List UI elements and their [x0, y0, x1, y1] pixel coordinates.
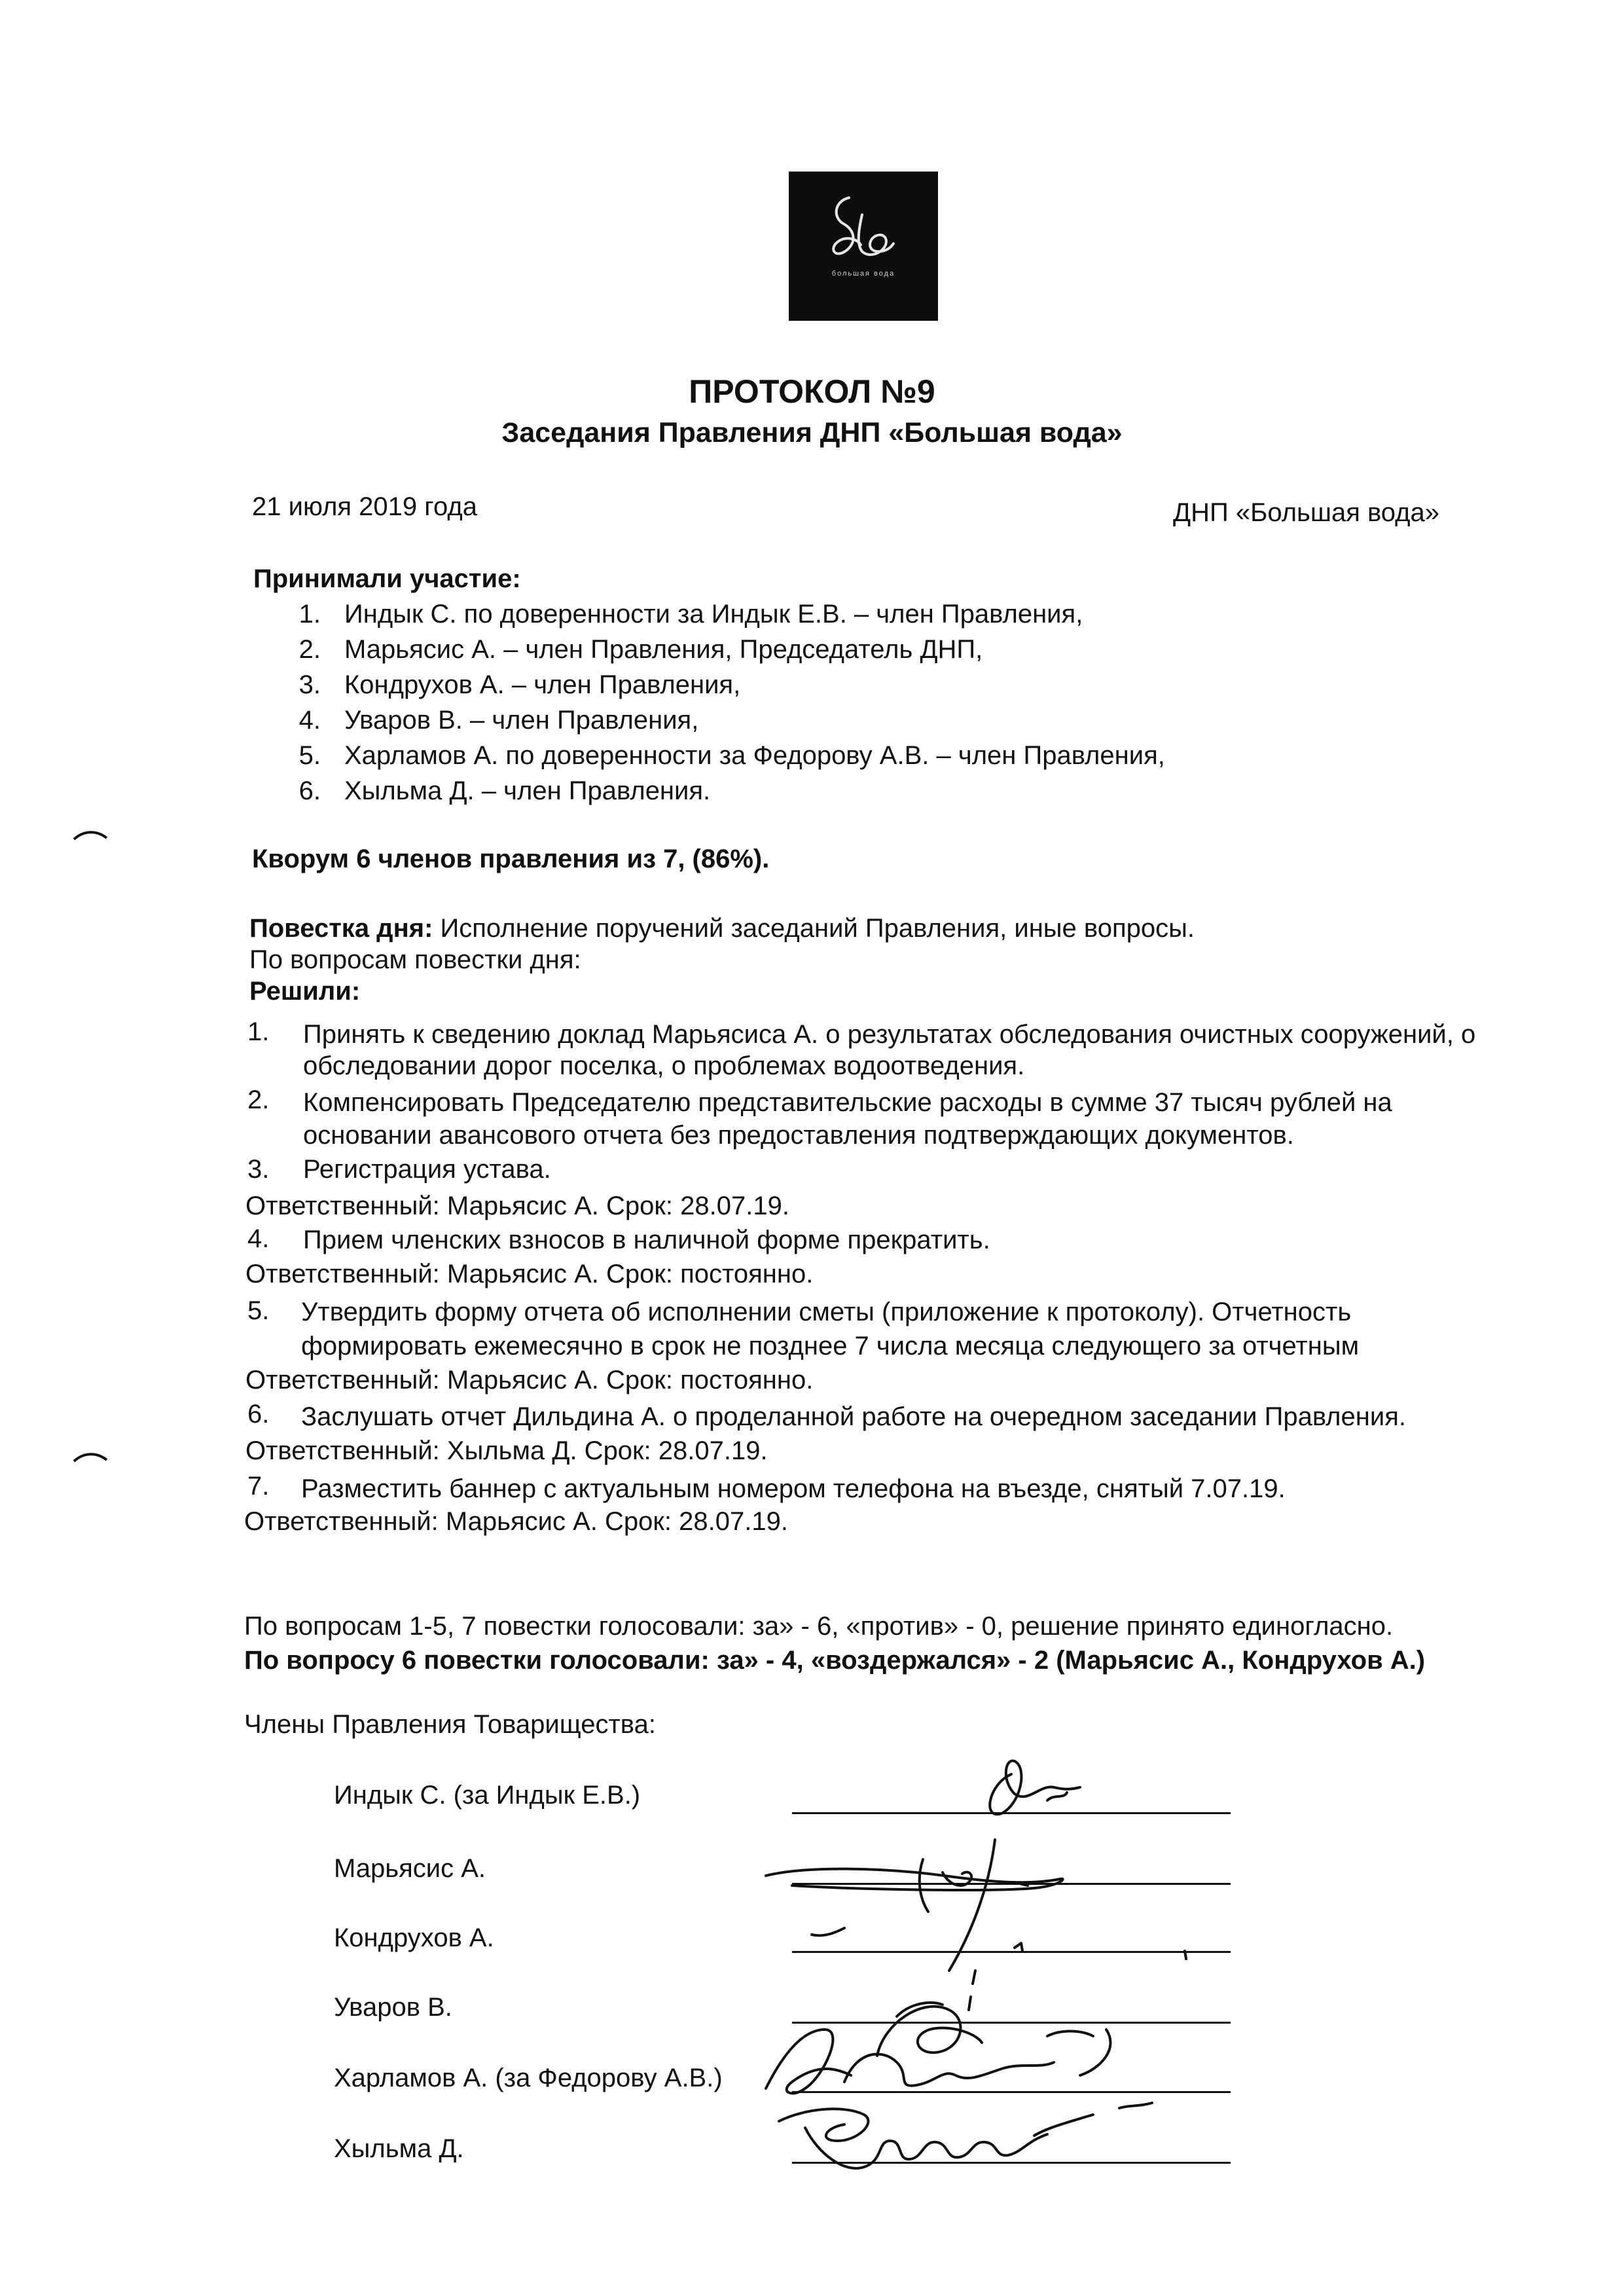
meeting-place: ДНП «Большая вода» — [1173, 498, 1439, 527]
agenda-intro: По вопросам повестки дня: — [249, 945, 581, 974]
decision-responsible: Ответственный: Марьясис А. Срок: постоянно. — [245, 1366, 814, 1394]
signatory-name: Марьясис А. — [334, 1854, 486, 1883]
decision-text: Разместить баннер с актуальным номером телефона на въезде, снятый 7.07.19. — [301, 1474, 1286, 1503]
participant-number: 6. — [298, 776, 321, 805]
decision-responsible: Ответственный: Хыльма Д. Срок: 28.07.19. — [245, 1436, 768, 1465]
decision-text: обследовании дорог поселка, о проблемах водоотведения. — [303, 1051, 1025, 1080]
agenda-text: Исполнение поручений заседаний Правления, иные вопросы. — [440, 914, 1195, 943]
participant-text: Кондрухов А. – член Правления, — [344, 670, 741, 699]
signatory-name: Индык С. (за Индык Е.В.) — [334, 1781, 641, 1810]
decision-responsible: Ответственный: Марьясис А. Срок: 28.07.19. — [244, 1507, 788, 1536]
decision-text: формировать ежемесячно в срок не позднее 7 числа месяца следующего за отчетным — [301, 1332, 1360, 1360]
participant-text: Хыльма Д. – член Правления. — [344, 776, 711, 805]
participant-number: 3. — [298, 670, 321, 699]
participant-text: Марьясис А. – член Правления, Председатель ДНП, — [344, 635, 983, 664]
decision-text: Утвердить форму отчета об исполнении сметы (приложение к протоколу). Отчетность — [301, 1298, 1352, 1326]
participant-number: 1. — [298, 600, 321, 629]
participant-text: Индык С. по доверенности за Индык Е.В. – член Правления, — [344, 600, 1083, 629]
decision-text: Прием членских взносов в наличной форме прекратить. — [303, 1226, 990, 1254]
participant-number: 2. — [298, 635, 321, 664]
decision-number: 2. — [247, 1085, 270, 1114]
voting-result-question-6: По вопросу 6 повестки голосовали: за» - 4, «воздержался» - 2 (Марьясис А., Кондрухов А.) — [244, 1646, 1426, 1675]
logo-caption: большая вода — [831, 270, 895, 278]
decision-number: 6. — [247, 1400, 270, 1429]
document-subtitle: Заседания Правления ДНП «Большая вода» — [501, 417, 1123, 448]
voting-result-unanimous: По вопросам 1-5, 7 повестки голосовали: за» - 6, «против» - 0, решение принято единогласно. — [244, 1612, 1394, 1641]
decision-responsible: Ответственный: Марьясис А. Срок: постоянно. — [245, 1260, 814, 1288]
decision-responsible: Ответственный: Марьясис А. Срок: 28.07.19. — [245, 1192, 789, 1220]
logo-monogram-mark — [789, 172, 938, 321]
decision-number: 1. — [247, 1017, 270, 1046]
meeting-date: 21 июля 2019 года — [252, 492, 477, 521]
decision-text: основании авансового отчета без предоставления подтверждающих документов. — [303, 1121, 1294, 1150]
signatures-heading: Члены Правления Товарищества: — [244, 1710, 656, 1739]
organization-logo — [789, 172, 938, 321]
decision-number: 4. — [247, 1224, 270, 1253]
decision-text: Заслушать отчет Дильдина А. о проделанной работе на очередном заседании Правления. — [301, 1402, 1406, 1431]
participant-text: Уваров В. – член Правления, — [344, 706, 699, 735]
handwritten-signatures — [753, 1722, 1250, 2193]
agenda-line — [249, 913, 1195, 944]
participants-heading: Принимали участие: — [253, 564, 521, 593]
decision-number: 7. — [247, 1472, 270, 1501]
binder-hole-mark — [71, 1447, 110, 1467]
decision-text: Компенсировать Председателю представительские расходы в сумме 37 тысяч рублей на — [303, 1088, 1392, 1117]
quorum-statement: Кворум 6 членов правления из 7, (86%). — [252, 845, 770, 873]
signatory-name: Харламов А. (за Федорову А.В.) — [334, 2064, 723, 2092]
document-title: ПРОТОКОЛ №9 — [689, 373, 935, 410]
signatory-name: Уваров В. — [334, 1993, 452, 2022]
decision-text: Регистрация устава. — [303, 1155, 551, 1184]
signatory-name: Кондрухов А. — [334, 1923, 494, 1952]
participant-number: 5. — [298, 741, 321, 770]
signatory-name: Хыльма Д. — [334, 2134, 464, 2163]
decision-number: 5. — [247, 1296, 270, 1325]
participant-number: 4. — [298, 706, 321, 735]
participant-text: Харламов А. по доверенности за Федорову А.В. – член Правления, — [344, 741, 1165, 770]
decided-heading: Решили: — [249, 977, 361, 1006]
agenda-label: Повестка дня: — [249, 914, 433, 943]
decision-text: Принять к сведению доклад Марьясиса А. о результатах обследования очистных сооружений, о — [303, 1020, 1476, 1049]
decision-number: 3. — [247, 1155, 270, 1184]
binder-hole-mark — [71, 825, 110, 845]
